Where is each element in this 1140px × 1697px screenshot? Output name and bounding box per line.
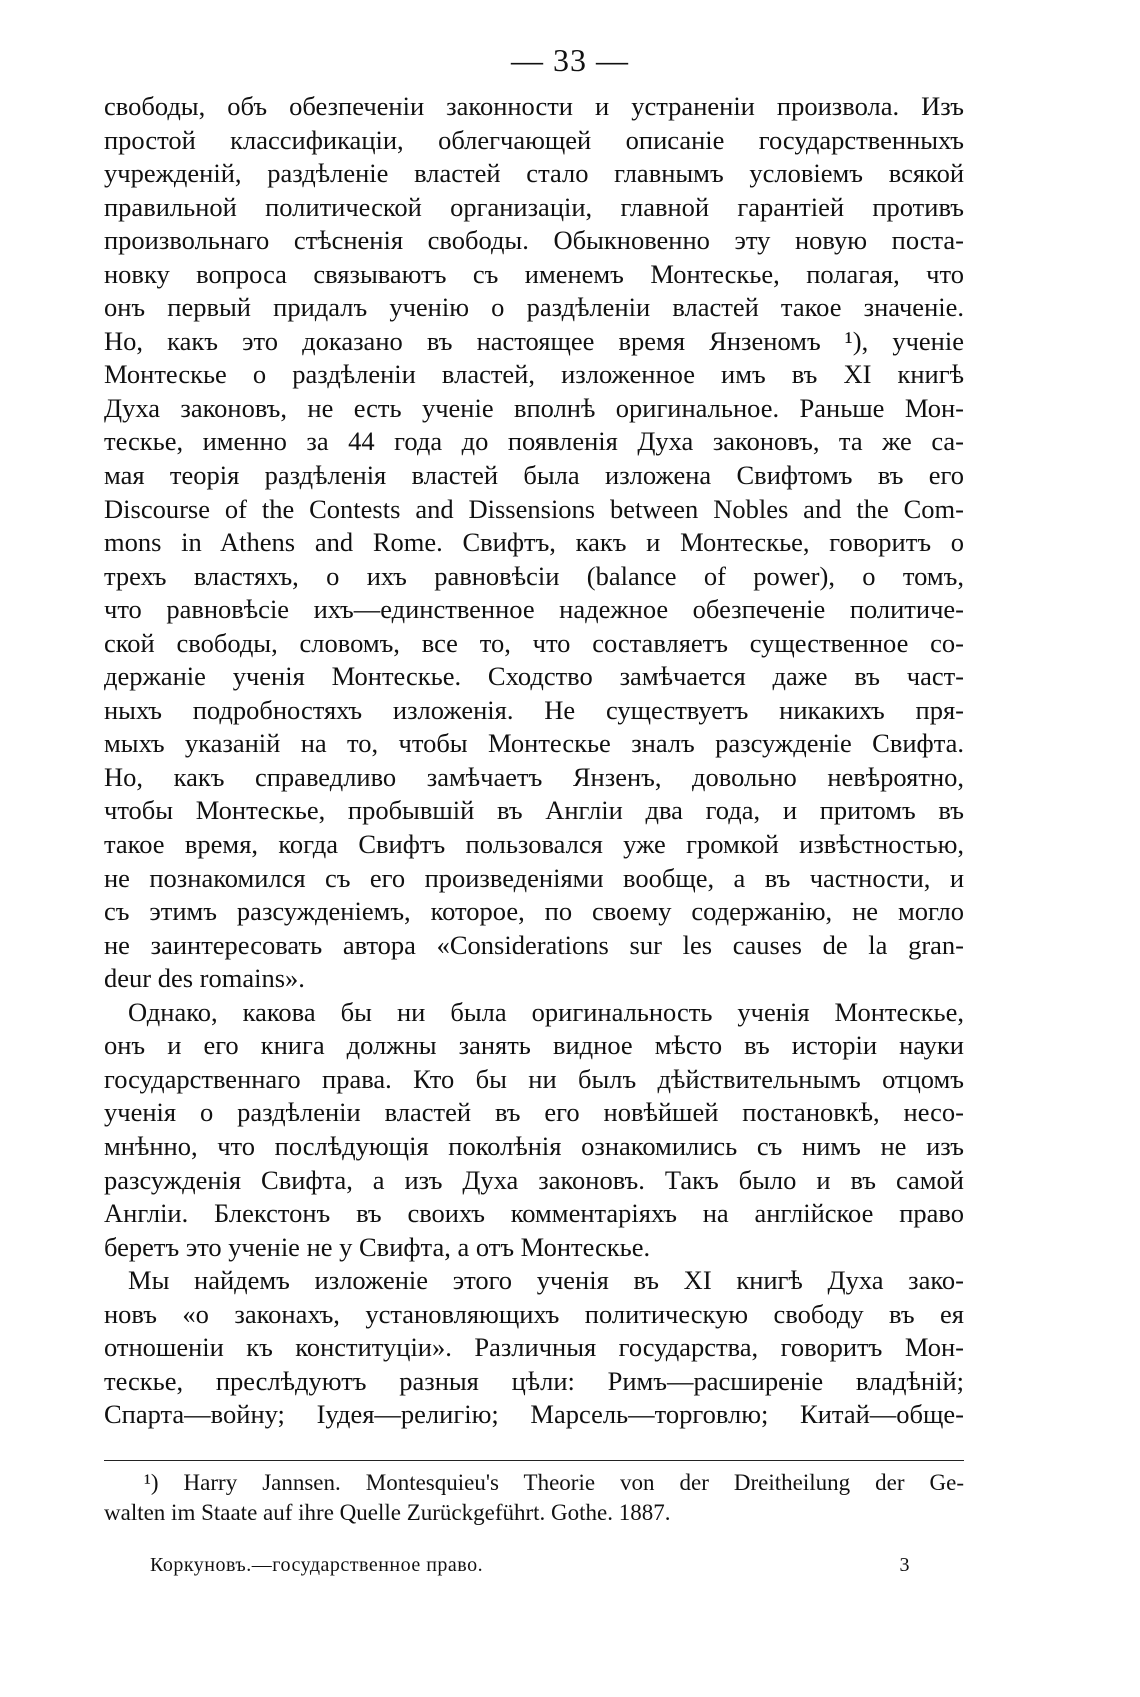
printer-signature: Коркуновъ.—государственное право. [150,1554,484,1576]
text-line: что равновѣсіе ихъ—единственное надежное обезпеченіе политиче- [104,594,964,625]
text-line: не познакомился съ его произведеніями вообще, а въ частности, и [104,862,964,893]
text-line: разсужденія Свифта, а изъ Духа законовъ. Такъ было и въ самой [104,1164,964,1195]
text-line: мая теорія раздѣленія властей была изложена Свифтомъ въ его [104,460,964,491]
text-line: Спарта—войну; Іудея—религію; Марсель—торговлю; Китай—обще- [104,1399,964,1430]
text-line: Discourse of the Contests and Dissensions between Nobles and the Com- [104,493,964,524]
text-line: произвольнаго стѣсненія свободы. Обыкновенно эту новую поста- [104,225,964,256]
text-line: онъ и его книга должны занять видное мѣсто въ исторіи науки [104,1030,964,1061]
text-line: мыхъ указаній на то, чтобы Монтескье зналъ разсужденіе Свифта. [104,728,964,759]
text-line: Но, какъ это доказано въ настоящее время Янзеномъ ¹), ученіе [104,325,964,356]
text-line: deur des romains». [104,963,305,994]
text-line: онъ первый придалъ ученію о раздѣленіи властей такое значеніе. [104,292,964,323]
page-number: — 33 — [511,42,629,78]
text-line: беретъ это ученіе не у Свифта, а отъ Монтескье. [104,1231,651,1262]
text-line: учрежденій, раздѣленіе властей стало главнымъ условіемъ всякой [104,158,964,189]
footnote [104,1468,964,1528]
text-line: тескье, преслѣдуютъ разныя цѣли: Римъ—расширеніе владѣній; [104,1365,964,1396]
text-line: съ этимъ разсужденіемъ, которое, по своему содержанію, не могло [104,896,964,927]
text-line: чтобы Монтескье, пробывшій въ Англіи два года, и притомъ въ [104,795,964,826]
text-line: правильной политической организаціи, главной гарантіей противъ [104,191,964,222]
text-line: Однако, какова бы ни была оригинальность ученія Монтескье, [128,996,964,1027]
sheet-number: 3 [899,1554,910,1576]
text-line: простой классификаціи, облегчающей описаніе государственныхъ [104,124,964,155]
text-line: ской свободы, словомъ, все то, что составляетъ существенное со- [104,627,964,658]
footnote-divider [104,1460,964,1461]
text-line: трехъ властяхъ, о ихъ равновѣсіи (balance of power), о томъ, [104,560,964,591]
text-line: Монтескье о раздѣленіи властей, изложенное имъ въ XI книгѣ [104,359,964,390]
footnote-line: ¹) Harry Jannsen. Montesquieu's Theorie von der Dreitheilung der Ge- [144,1470,964,1495]
text-line: держаніе ученія Монтескье. Сходство замѣчается даже въ част- [104,661,964,692]
text-line: такое время, когда Свифтъ пользовался уже громкой извѣстностью, [104,829,964,860]
text-line: мнѣнно, что послѣдующія поколѣнія ознакомились съ нимъ не изъ [104,1130,964,1161]
text-line: Мы найдемъ изложеніе этого ученія въ XI книгѣ Духа зако- [128,1265,964,1296]
text-line: Но, какъ справедливо замѣчаетъ Янзенъ, довольно невѣроятно, [104,761,964,792]
text-line: mons in Athens and Rome. Свифтъ, какъ и Монтескье, говоритъ о [104,527,964,558]
text-line: новку вопроса связываютъ съ именемъ Монтескье, полагая, что [104,258,964,289]
page-footer [150,1554,910,1577]
text-line: новъ «о законахъ, установляющихъ политическую свободу въ ея [104,1298,964,1329]
text-line: отношеніи къ конституціи». Различныя государства, говоритъ Мон- [104,1332,964,1363]
text-line: тескье, именно за 44 года до появленія Духа законовъ, та же са- [104,426,964,457]
text-line: государственнаго права. Кто бы ни былъ дѣйствительнымъ отцомъ [104,1063,964,1094]
text-line: ученія о раздѣленіи властей въ его новѣйшей постановкѣ, несо- [104,1097,964,1128]
body-text [104,90,964,1432]
text-line: Англіи. Блекстонъ въ своихъ комментаріяхъ на англійское право [104,1198,964,1229]
text-line: не заинтересовать автора «Considerations sur les causes de la gran- [104,929,964,960]
footnote-line: walten im Staate auf ihre Quelle Zurückgeführt. Gothe. 1887. [104,1500,671,1525]
text-line: Духа законовъ, не есть ученіе вполнѣ оригинальное. Раньше Мон- [104,392,964,423]
text-line: свободы, объ обезпеченіи законности и устраненіи произвола. Изъ [104,91,964,121]
text-line: ныхъ подробностяхъ изложенія. Не существуетъ никакихъ пря- [104,694,964,725]
